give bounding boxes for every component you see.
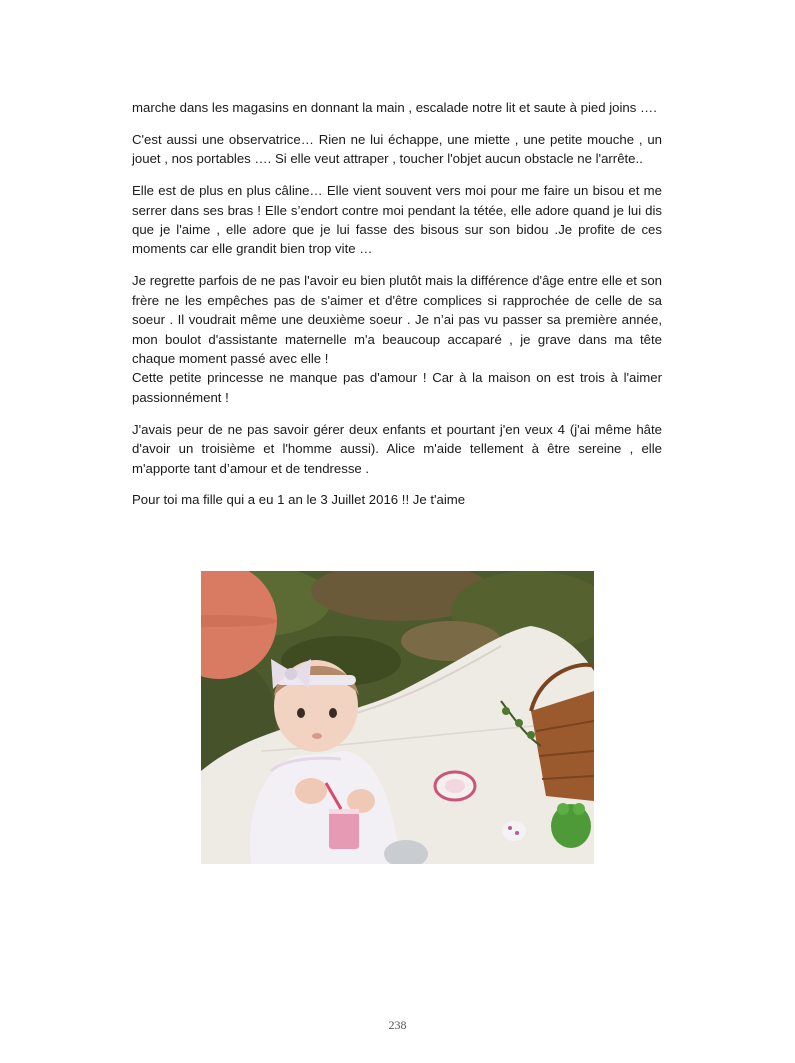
paragraph: Elle est de plus en plus câline… Elle vient souvent vers moi pour me faire un bisou et me serrer dans ses bras ! Elle s’endort contre moi pendant la tétée, elle adore quand je lui dis que je l'aime , elle adore que je lui fasse des bisous sur son bidou .Je profite de ces moments car elle grandit bien trop vite … <box>132 183 662 257</box>
paragraph: Pour toi ma fille qui a eu 1 an le 3 Juillet 2016 !! Je t'aime <box>132 492 466 508</box>
paragraph: C'est aussi une observatrice… Rien ne lui échappe, une miette , une petite mouche , un jouet , nos portables …. Si elle veut attraper , toucher l'objet aucun obstacle ne l'arrête.. <box>132 131 662 167</box>
document-body <box>132 98 662 522</box>
paragraph: marche dans les magasins en donnant la main , escalade notre lit et saute à pied joins …. <box>132 100 657 115</box>
pink-cup <box>329 809 359 849</box>
paragraph: J'avais peur de ne pas savoir gérer deux enfants et pourtant j'en veux 4 (j'ai même hâte d'avoir un troisième et l'homme aussi). Alice m'aide tellement à être sereine , elle m'apporte tant d’amour et de tendresse . <box>132 421 662 476</box>
baby-photo <box>201 571 594 864</box>
frog-toy <box>551 804 591 848</box>
paragraph: Cette petite princesse ne manque pas d'amour ! Car à la maison on est trois à l'aimer passionnément ! <box>132 370 662 405</box>
paragraph: Je regrette parfois de ne pas l'avoir eu bien plutôt mais la différence d'âge entre elle et son frère ne les empêches pas de s'aimer et d'être complices si rapprochée de celle de sa soeur . Il voudrait même une deuxième soeur . Je n’ai pas vu passer sa première année, mon boulot d'assistante maternelle m'a beaucoup accaparé , je grave dans ma tête chaque moment passé avec elle ! <box>132 273 662 366</box>
page-number: 238 <box>388 1018 407 1032</box>
photo-illustration <box>201 571 594 864</box>
